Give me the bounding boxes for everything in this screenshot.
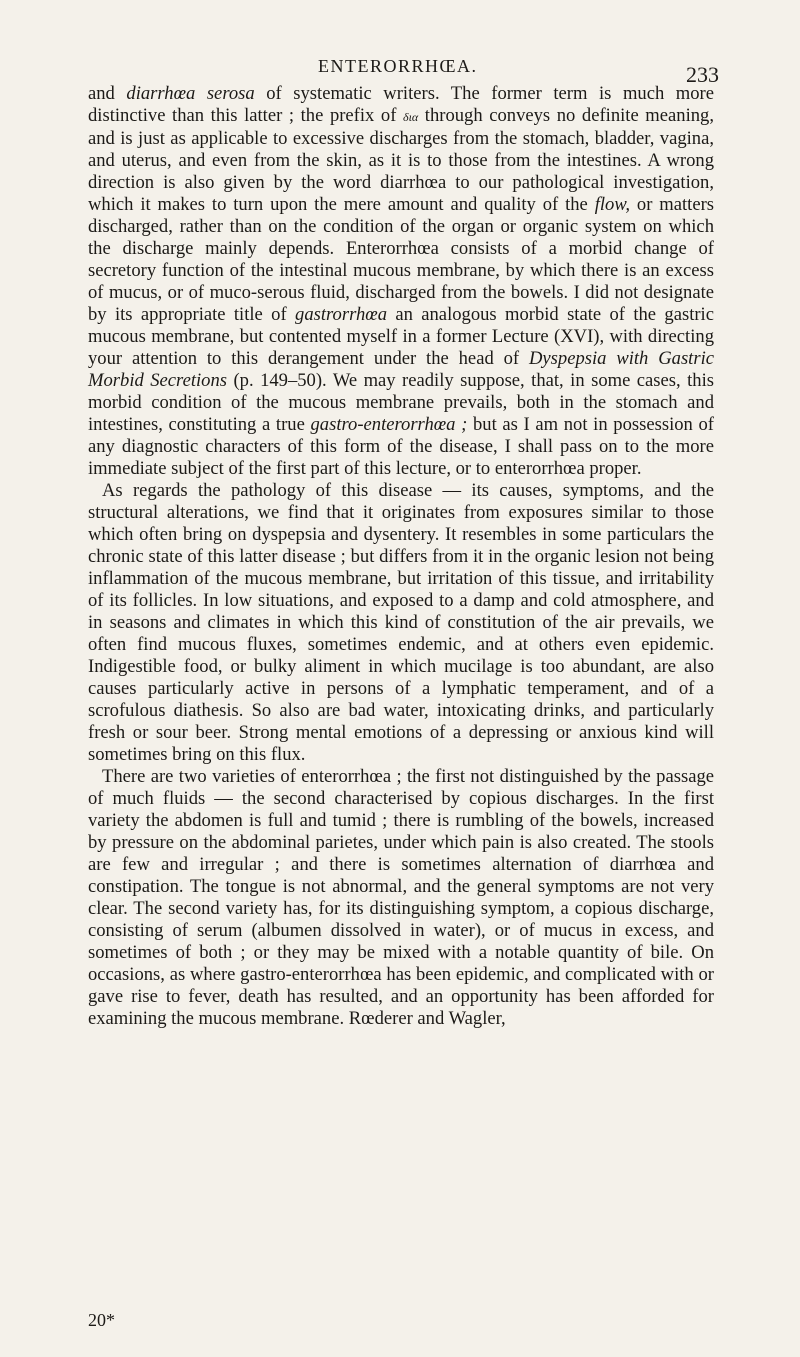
italic-term: Dyspepsia with Gastric Morbid Secretions xyxy=(88,348,715,391)
body-text xyxy=(88,83,714,1030)
italic-term: diarrhœa serosa xyxy=(126,83,255,104)
text-run: through conveys no definite meaning, and is just as applicable to excessive discharges from the stomach, bladder, vagina, and uterus, and even from the skin, as it is to those from the intestines. A wrong direction is also given by the word diarrhœa to our pathological investigation, which it makes to turn upon the mere amount and quality of the xyxy=(88,105,714,215)
page-number: 233 xyxy=(686,62,719,87)
text-run: but as I am not in possession of any diagnostic characters of this form of the disease, I shall pass on to the more immediate subject of the first part of this lecture, or to enterorrhœa proper. xyxy=(88,414,714,479)
paragraph-2: As regards the pathology of this disease — its causes, symptoms, and the structural alterations, we find that it originates from exposures similar to those which often bring on dyspepsia and dysentery. It resembles in some particulars the chronic state of this latter disease ; but differs from it in the organic lesion not being inflammation of the mucous membrane, but irritation of this tissue, and irritability of its follicles. In low situations, and exposed to a damp and cold atmosphere, and in seasons and climates in which this kind of constitution of the air prevails, we often find mucous fluxes, sometimes endemic, and at others even epidemic. Indigestible food, or bulky aliment in which mucilage is too abundant, are also causes particularly active in persons of a lymphatic temperament, and of a scrofulous diathesis. So also are bad water, intoxicating drinks, and particularly fresh or sour beer. Strong mental emotions of a depressing or anxious kind will sometimes bring on this flux. xyxy=(88,480,714,765)
italic-term: flow, xyxy=(594,194,631,215)
text-run: of systematic writers. The former term is much more distinctive than this latter ; the prefix of xyxy=(88,83,714,126)
italic-term: gastrorrhœa xyxy=(295,304,387,325)
greek-prefix: δια xyxy=(403,110,419,124)
italic-term: gastro-enterorrhœa ; xyxy=(310,414,468,435)
paragraph-3: There are two varieties of enterorrhœa ; the first not distinguished by the passage of much fluids — the second characterised by copious discharges. In the first variety the abdomen is full and tumid ; there is rumbling of the bowels, increased by pressure on the abdominal parietes, under which pain is also created. The stools are few and irregular ; and there is sometimes alternation of diarrhœa and constipation. The tongue is not abnormal, and the general symptoms are not very clear. The second variety has, for its distinguishing symptom, a copious discharge, consisting of serum (albumen dissolved in water), or of mucus in excess, and sometimes of both ; or they may be mixed with a notable quantity of bile. On occasions, as where gastro-enterorrhœa has been epidemic, and complicated with or gave rise to fever, death has resulted, and an opportunity has been afforded for examining the mucous membrane. Rœderer and Wagler, xyxy=(88,766,714,1029)
text-run: or matters discharged, rather than on the condition of the organ or organic system on which the discharge mainly depends. Enterorrhœa consists of a morbid change of secretory function of the intestinal mucous membrane, by which there is an excess of mucus, or of muco-serous fluid, discharged from the bowels. I did not designate by its appropriate title of xyxy=(88,194,714,325)
text-run: an analogous morbid state of the gastric mucous membrane, but contented myself in a former Lecture (XVI), with directing your attention to this derangement under the head of xyxy=(88,304,714,369)
text-run: (p. 149–50). We may readily suppose, that, in some cases, this morbid condition of the mucous membrane prevails, both in the stomach and intestines, constituting a true xyxy=(88,370,714,435)
page-header xyxy=(0,56,800,86)
text-run: and xyxy=(88,83,127,104)
running-head: ENTERORRHŒA. xyxy=(318,56,478,76)
signature-mark: 20* xyxy=(88,1310,115,1330)
paragraph-1 xyxy=(88,83,714,480)
